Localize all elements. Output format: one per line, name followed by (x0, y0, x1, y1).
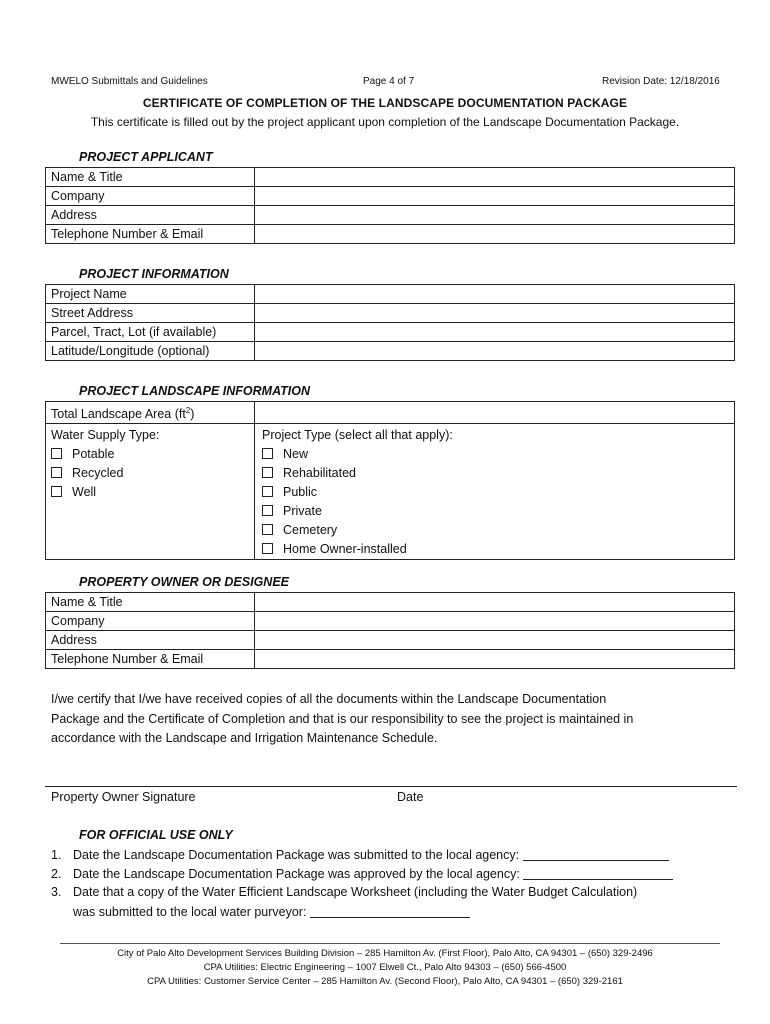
table-row (46, 206, 735, 225)
footer-building-division: City of Palo Alto Development Services Building Division – 285 Hamilton Av. (First Floor), Palo Alto, CA 94301 – (650) 329-2496 (117, 948, 653, 959)
field-label: Company (46, 612, 255, 631)
project-name-field[interactable] (255, 285, 735, 304)
option-home-owner-installed[interactable]: Home Owner-installed (262, 540, 734, 559)
table-row (46, 612, 735, 631)
applicant-name-title-field[interactable] (255, 168, 735, 187)
checkbox[interactable] (262, 467, 273, 478)
table-row (46, 304, 735, 323)
owner-company-field[interactable] (255, 612, 735, 631)
page-title: CERTIFICATE OF COMPLETION OF THE LANDSCAPE DOCUMENTATION PACKAGE (142, 96, 628, 110)
parcel-field[interactable] (255, 323, 735, 342)
table-row (46, 187, 735, 206)
area-label-close: ) (190, 407, 195, 422)
checkbox[interactable] (262, 448, 273, 459)
checkbox[interactable] (51, 486, 62, 497)
landscape-table (45, 401, 735, 560)
option-recycled[interactable]: Recycled (51, 464, 254, 483)
footer-divider (60, 943, 720, 944)
section-heading-official: FOR OFFICIAL USE ONLY (79, 828, 233, 842)
applicant-address-field[interactable] (255, 206, 735, 225)
approved-date-blank[interactable] (523, 866, 673, 880)
header-doc-name: MWELO Submittals and Guidelines (51, 76, 208, 87)
area-superscript: 2 (185, 406, 191, 415)
option-potable[interactable]: Potable (51, 445, 254, 464)
water-supply-label: Water Supply Type: (51, 428, 160, 443)
owner-address-field[interactable] (255, 631, 735, 650)
field-label: Name & Title (46, 168, 255, 187)
field-label: Address (46, 206, 255, 225)
table-row (46, 168, 735, 187)
certification-statement: I/we certify that I/we have received copies of all the documents within the Landscape Documentation Package and the Certificate of Completion and that is our responsibility to see the project is maintained in accordance with the Landscape and Irrigation Maintenance Schedule. (51, 692, 634, 745)
checkbox[interactable] (262, 486, 273, 497)
date-label: Date (397, 790, 424, 804)
project-type-cell (255, 424, 735, 560)
header-revision-date: Revision Date: 12/18/2016 (602, 76, 720, 87)
option-private[interactable]: Private (262, 502, 734, 521)
option-rehabilitated[interactable]: Rehabilitated (262, 464, 734, 483)
field-label: Project Name (46, 285, 255, 304)
applicant-table (45, 167, 735, 244)
checkbox[interactable] (51, 467, 62, 478)
checkbox[interactable] (262, 524, 273, 535)
list-item: 3. Date that a copy of the Water Efficient Landscape Worksheet (including the Water Budget Calculation) (51, 885, 638, 899)
table-row (46, 650, 735, 669)
checkbox[interactable] (262, 543, 273, 554)
signature-label: Property Owner Signature (51, 790, 196, 804)
area-label: Total Landscape Area (ft (51, 407, 186, 422)
field-label: Telephone Number & Email (46, 225, 255, 244)
street-address-field[interactable] (255, 304, 735, 323)
footer-customer-service: CPA Utilities: Customer Service Center – 285 Hamilton Av. (Second Floor), Palo Alto, CA 94301 – (650) 329-2161 (147, 976, 623, 987)
field-label: Telephone Number & Email (46, 650, 255, 669)
purveyor-date-blank[interactable] (310, 904, 470, 918)
option-cemetery[interactable]: Cemetery (262, 521, 734, 540)
option-well[interactable]: Well (51, 483, 254, 502)
footer-electric-engineering: CPA Utilities: Electric Engineering – 1007 Elwell Ct., Palo Alto 94303 – (650) 566-4500 (203, 962, 567, 973)
project-type-label: Project Type (select all that apply): (262, 428, 453, 443)
field-label: Street Address (46, 304, 255, 323)
page-subtitle: This certificate is filled out by the project applicant upon completion of the Landscape Documentation Package. (90, 115, 680, 129)
applicant-phone-email-field[interactable] (255, 225, 735, 244)
applicant-company-field[interactable] (255, 187, 735, 206)
checkbox[interactable] (262, 505, 273, 516)
owner-phone-email-field[interactable] (255, 650, 735, 669)
section-heading-owner: PROPERTY OWNER OR DESIGNEE (79, 575, 289, 589)
owner-name-title-field[interactable] (255, 593, 735, 612)
table-row (46, 225, 735, 244)
table-row (46, 285, 735, 304)
field-label: Address (46, 631, 255, 650)
option-public[interactable]: Public (262, 483, 734, 502)
list-item: 2. Date the Landscape Documentation Package was approved by the local agency: (51, 866, 673, 881)
project-info-table (45, 284, 735, 361)
owner-table (45, 592, 735, 669)
field-label: Name & Title (46, 593, 255, 612)
table-row (46, 424, 735, 560)
section-heading-applicant: PROJECT APPLICANT (79, 150, 213, 164)
field-label (46, 402, 255, 424)
field-label: Parcel, Tract, Lot (if available) (46, 323, 255, 342)
section-heading-landscape: PROJECT LANDSCAPE INFORMATION (79, 384, 311, 398)
header-page-number: Page 4 of 7 (363, 76, 415, 87)
water-supply-cell (46, 424, 255, 560)
checkbox[interactable] (51, 448, 62, 459)
list-item: 1. Date the Landscape Documentation Package was submitted to the local agency: (51, 847, 669, 862)
total-landscape-area-field[interactable] (255, 402, 735, 424)
submitted-date-blank[interactable] (523, 847, 669, 861)
section-heading-project-info: PROJECT INFORMATION (79, 267, 229, 281)
list-item-continuation: was submitted to the local water purveyor: (73, 904, 470, 919)
option-new[interactable]: New (262, 445, 734, 464)
field-label: Latitude/Longitude (optional) (46, 342, 255, 361)
table-row (46, 323, 735, 342)
signature-line[interactable] (45, 786, 737, 787)
lat-long-field[interactable] (255, 342, 735, 361)
table-row (46, 593, 735, 612)
table-row (46, 402, 735, 424)
table-row (46, 342, 735, 361)
table-row (46, 631, 735, 650)
field-label: Company (46, 187, 255, 206)
